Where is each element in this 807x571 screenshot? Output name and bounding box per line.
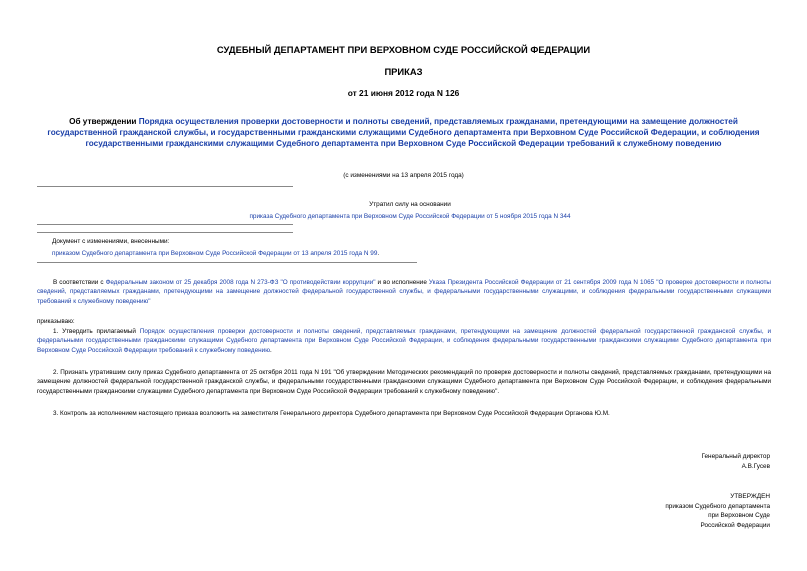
- document-changes-link[interactable]: приказом Судебного департамента при Верховном Суде Российской Федерации от 13 апреля 2015 года N 99: [52, 249, 378, 257]
- item-1-prefix: 1. Утвердить прилагаемый: [53, 328, 140, 335]
- document-date-number: от 21 июня 2012 года N 126: [347, 88, 460, 98]
- signature-block: [570, 452, 770, 471]
- changes-note: (с изменениями на 13 апреля 2015 года): [343, 172, 464, 179]
- item-1-suffix: .: [269, 346, 272, 354]
- presidential-decree-link[interactable]: Указа Президента Российской Федерации от 21 сентября 2009 года N 1065 "О проверке достоверности и полноты сведений, представляемых гражданами, претендующими на замещение должностей федеральной государственной службы, и федеральными государственными служащими, и соблюдения федеральными государственными служащими требований к служебному поведению": [37, 279, 771, 305]
- federal-law-link[interactable]: Федеральным законом от 25 декабря 2008 года N 273-ФЗ "О противодействии коррупции": [105, 279, 376, 286]
- preamble-text-2: и во исполнение: [375, 279, 429, 286]
- signatory-name: А.В.Гусев: [741, 462, 770, 470]
- divider-line: [37, 186, 293, 187]
- preamble-paragraph: [37, 278, 771, 306]
- title-link[interactable]: Порядка осуществления проверки достоверности и полноты сведений, представляемых гражданами, претендующими на замещение должностей государственной гражданской службы, и государственными гражданскими служащими Судебного департамента при Верховном Суде Российской Федерации, и соблюдения государственными гражданскими служащими Судебного департамента при Верховном Суде Российской Федерации требований к служебному поведению: [47, 117, 760, 148]
- title-prefix: Об утверждении: [69, 117, 139, 126]
- lost-force-label: Утратил силу на основании: [369, 201, 451, 208]
- lost-force-block: [180, 199, 640, 222]
- document-changes-suffix: .: [377, 249, 380, 257]
- document-type-heading: ПРИКАЗ: [384, 66, 423, 77]
- approval-block: [570, 492, 770, 530]
- approval-line-3: при Верховном Суде: [708, 512, 770, 520]
- preamble-text-1: В соответствии с: [53, 279, 106, 286]
- order-word: приказываю:: [37, 318, 75, 325]
- organization-heading: СУДЕБНЫЙ ДЕПАРТАМЕНТ ПРИ ВЕРХОВНОМ СУДЕ РОССИЙСКОЙ ФЕДЕРАЦИИ: [216, 44, 591, 55]
- document-title: [36, 117, 771, 149]
- order-item-3: 3. Контроль за исполнением настоящего приказа возложить на заместителя Генерального директора Судебного департамента при Верховном Суде Российской Федерации Органова Ю.М.: [53, 410, 610, 417]
- divider-line: [37, 232, 293, 233]
- approval-line-1: УТВЕРЖДЕН: [730, 493, 770, 500]
- divider-line: [37, 262, 417, 263]
- document-changes-label: Документ с изменениями, внесенными:: [52, 238, 170, 245]
- lost-force-link[interactable]: приказа Судебного департамента при Верховном Суде Российской Федерации от 5 ноября 2015 года N 344: [249, 212, 571, 220]
- procedure-link[interactable]: Порядок осуществления проверки достоверности и полноты сведений, представляемых гражданами, претендующими на замещение должностей федеральной государственной гражданской службы, и федеральными государственными гражданскими служащими Судебного департамента при Верховном Суде Российской Федерации, и соблюдения федеральными государственными гражданскими служащими Судебного департамента при Верховном Суде Российской Федерации требований к служебному поведению: [37, 328, 771, 354]
- approval-line-4: Российской Федерации: [700, 521, 770, 529]
- approval-line-2: приказом Судебного департамента: [665, 502, 770, 510]
- document-changes-block: [52, 236, 472, 259]
- signatory-position: Генеральный директор: [701, 453, 770, 460]
- order-item-1: [37, 327, 771, 355]
- order-item-2: 2. Признать утратившим силу приказ Судебного департамента от 25 октября 2011 года N 191 "Об утверждении Методических рекомендаций по проверке достоверности и полноты сведений, представляемых гражданами, претендующими на замещение должностей федеральной государственной гражданской службы, и федеральными государственными гражданскими служащими Судебного департамента при Верховном Суде Российской Федерации, и соблюдения федеральными государственными гражданскими служащими Судебного департамента при Верховном Суде Российской Федерации требований к служебному поведению".: [37, 369, 771, 395]
- divider-line: [37, 224, 293, 225]
